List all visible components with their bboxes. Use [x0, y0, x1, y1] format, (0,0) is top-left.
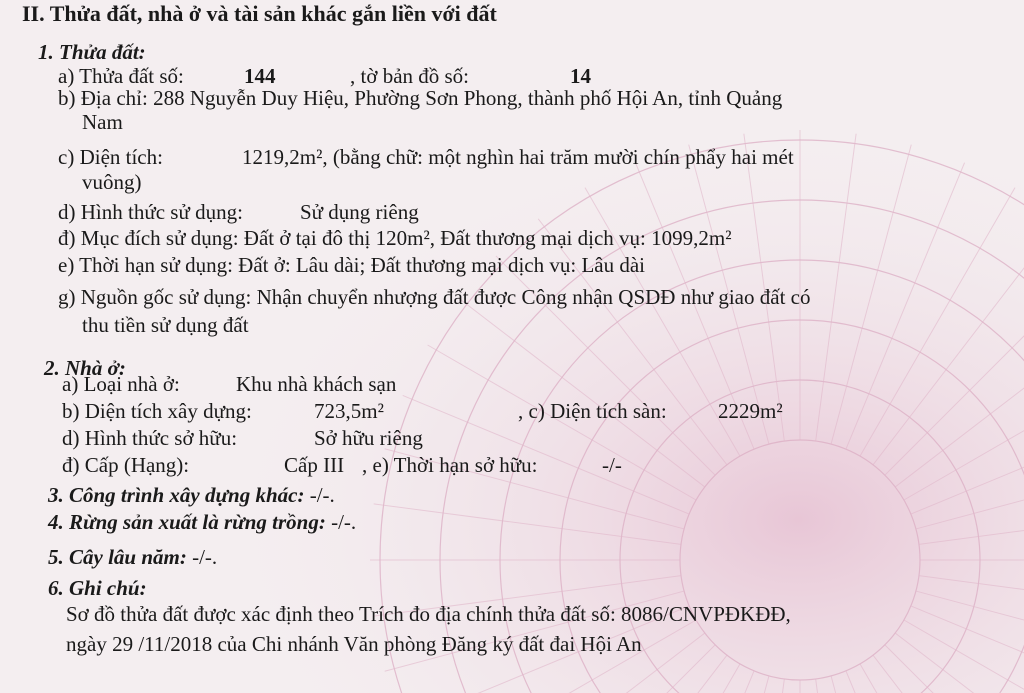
forest-heading: 4. Rừng sản xuất là rừng trồng: — [48, 510, 326, 534]
forest-value: -/-. — [331, 510, 357, 534]
other-construction-heading: 3. Công trình xây dựng khác: — [48, 483, 305, 507]
parcel-number: 144 — [244, 64, 276, 88]
address-value: 288 Nguyễn Duy Hiệu, Phường Sơn Phong, thành phố Hội An, tỉnh Quảng — [153, 86, 783, 110]
origin-label: g) Nguồn gốc sử dụng: — [58, 285, 252, 309]
other-construction-row — [48, 483, 335, 507]
land-heading: 1. Thửa đất: — [38, 40, 146, 64]
area-value: 1219,2m², (bằng chữ: một nghìn hai trăm mười chín phẩy hai mét — [242, 145, 794, 169]
origin-row — [58, 285, 810, 309]
address-row — [58, 86, 782, 110]
own-form-label: d) Hình thức sở hữu: — [62, 426, 238, 450]
house-type-value: Khu nhà khách sạn — [236, 372, 397, 396]
map-label: , tờ bản đồ số: — [350, 64, 470, 88]
parcel-label: a) Thửa đất số: — [58, 64, 184, 88]
house-type-label: a) Loại nhà ở: — [62, 372, 180, 396]
forest-row — [48, 510, 356, 534]
notes-heading: 6. Ghi chú: — [48, 576, 147, 600]
build-area-label: b) Diện tích xây dựng: — [62, 399, 252, 423]
own-form-row — [62, 426, 423, 450]
section-title: II. Thửa đất, nhà ở và tài sản khác gắn liền với đất — [22, 1, 497, 26]
use-form-value: Sử dụng riêng — [300, 200, 419, 224]
house-type-row — [62, 372, 397, 396]
grade-value: Cấp III — [284, 453, 345, 477]
map-number: 14 — [570, 64, 591, 88]
other-construction-value: -/-. — [309, 483, 335, 507]
purpose-label: đ) Mục đích sử dụng: — [58, 226, 239, 250]
build-area-row — [62, 399, 783, 423]
own-form-value: Sở hữu riêng — [314, 426, 423, 450]
house-heading: 2. Nhà ở: — [44, 356, 126, 380]
notes-line-1: Sơ đồ thửa đất được xác định theo Trích đo địa chính thửa đất số: 8086/CNVPĐKĐĐ, — [66, 602, 791, 626]
purpose-row — [58, 226, 732, 250]
address-continued: Nam — [82, 110, 123, 134]
perennial-heading: 5. Cây lâu năm: — [48, 545, 187, 569]
term-label: e) Thời hạn sử dụng: — [58, 253, 233, 277]
grade-label: đ) Cấp (Hạng): — [62, 453, 190, 477]
grade-row — [62, 453, 622, 477]
area-label: c) Diện tích: — [58, 145, 163, 169]
term-value: Đất ở: Lâu dài; Đất thương mại dịch vụ: Lâu dài — [238, 253, 645, 277]
parcel-row — [58, 64, 591, 88]
notes-line-2: ngày 29 /11/2018 của Chi nhánh Văn phòng Đăng ký đất đai Hội An — [66, 632, 642, 656]
perennial-row — [48, 545, 217, 569]
floor-area-value: 2229m² — [718, 399, 783, 423]
own-term-label: , e) Thời hạn sở hữu: — [362, 453, 538, 477]
perennial-value: -/-. — [192, 545, 218, 569]
origin-value: Nhận chuyển nhượng đất được Công nhận QSDĐ như giao đất có — [256, 285, 811, 309]
floor-area-label: , c) Diện tích sàn: — [518, 399, 667, 423]
area-row — [58, 145, 794, 169]
purpose-value: Đất ở tại đô thị 120m², Đất thương mại dịch vụ: 1099,2m² — [243, 226, 732, 250]
term-row — [58, 253, 645, 277]
address-label: b) Địa chỉ: — [58, 86, 148, 110]
origin-continued: thu tiền sử dụng đất — [82, 313, 249, 337]
own-term-value: -/- — [602, 453, 622, 477]
use-form-row — [58, 200, 419, 224]
use-form-label: d) Hình thức sử dụng: — [58, 200, 243, 224]
area-continued: vuông) — [82, 170, 142, 194]
build-area-value: 723,5m² — [314, 399, 384, 423]
